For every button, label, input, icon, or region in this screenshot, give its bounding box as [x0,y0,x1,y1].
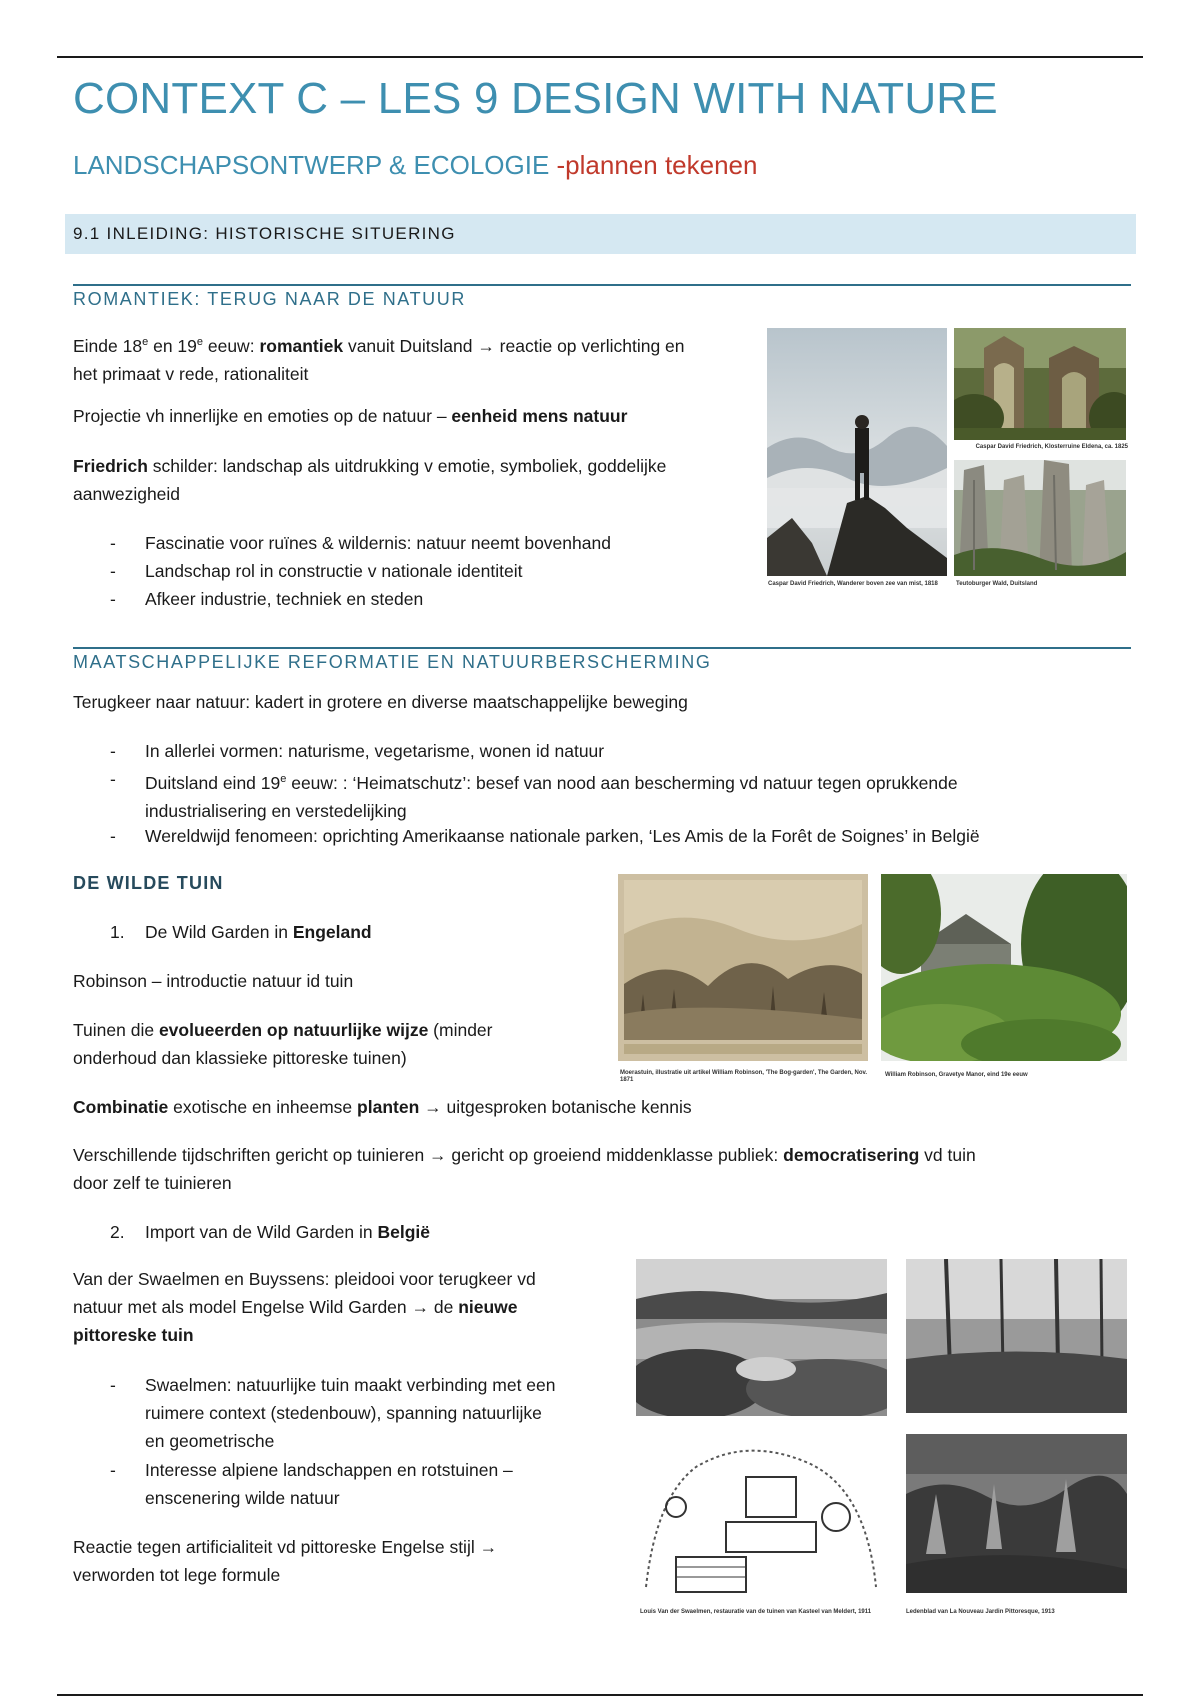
page-subtitle [73,150,757,181]
subtitle-main: LANDSCHAPSONTWERP & ECOLOGIE [73,150,550,180]
caption-ledenblad: Ledenblad van La Nouveau Jardin Pittoresque, 1913 [906,1609,1055,1615]
caption-garden-plan: Louis Van der Swaelmen, restauratie van de tuinen van Kasteel van Meldert, 1911 [640,1609,872,1615]
heading-underline [73,647,1131,649]
gravetye-manor-image [881,874,1127,1061]
garden-plan-drawing-image [636,1437,887,1601]
paragraph-maatschappij-intro: Terugkeer naar natuur: kadert in grotere en diverse maatschappelijke beweging [73,692,688,712]
wanderer-painting-image [767,328,947,576]
list-item: - Fascinatie voor ruïnes & wildernis: natuur neemt bovenhand [110,533,611,553]
list-item: - Landschap rol in constructie v nationale identiteit [110,561,523,581]
paragraph-wilde-tuin-2: Tuinen die evolueerden op natuurlijke wijze (minder onderhoud dan klassieke pittoreske tuinen) [73,1020,493,1068]
numbered-item: 2. Import van de Wild Garden in België [110,1222,430,1242]
caption-wanderer: Caspar David Friedrich, Wanderer boven zee van mist, 1818 [768,581,938,587]
paragraph-romantiek-3: Friedrich schilder: landschap als uitdrukking v emotie, symboliek, goddelijke aanwezigheid [73,456,667,504]
paragraph-wilde-tuin-5: Van der Swaelmen en Buyssens: pleidooi voor terugkeer vd natuur met als model Engelse Wild Garden → de nieuwe pittoreske tuin [73,1269,536,1345]
paragraph-wilde-tuin-1: Robinson – introductie natuur id tuin [73,971,354,991]
subtitle-accent: -plannen tekenen [549,150,758,180]
list-item: - Afkeer industrie, techniek en steden [110,589,424,609]
caption-gravetye: William Robinson, Gravetye Manor, eind 19e eeuw [885,1072,1028,1078]
list-item: - Duitsland eind 19e eeuw: : ‘Heimatschutz’: besef van nood aan bescherming vd natuur tegen oprukkende industrialisering en verstedelijking [110,769,958,821]
ruin-painting-image [954,328,1126,440]
list-item: - In allerlei vormen: naturisme, vegetarisme, wonen id natuur [110,741,605,761]
list-item: - Interesse alpiene landschappen en rotstuinen – enscenering wilde natuur [110,1460,513,1508]
section-title: 9.1 INLEIDING: HISTORISCHE SITUERING [73,224,456,243]
heading-wilde-tuin: DE WILDE TUIN [73,873,224,893]
paragraph-romantiek-1: Einde 18e en 19e eeuw: romantiek vanuit Duitsland → reactie op verlichting en het primaat v rede, rationaliteit [73,335,685,384]
paragraph-wilde-tuin-4: Verschillende tijdschriften gericht op tuinieren → gericht op groeiend middenklasse publiek: democratisering vd tuin door zelf te tuinieren [73,1145,976,1193]
ledenblad-photo-image [906,1434,1127,1593]
paragraph-romantiek-2: Projectie vh innerlijke en emoties op de natuur – eenheid mens natuur [73,406,628,426]
caption-bog-garden: Moerastuin, illustratie uit artikel William Robinson, 'The Bog-garden', The Garden, Nov. 1871 [620,1070,868,1083]
caption-ruin: Caspar David Friedrich, Klosterruine Eldena, ca. 1825 [975,444,1128,450]
sandstone-rocks-image [954,460,1126,576]
numbered-item: 1. De Wild Garden in Engeland [110,922,372,942]
heading-underline [73,284,1131,286]
caption-rocks: Teutoburger Wald, Duitsland [956,581,1038,587]
heading-maatschappij: MAATSCHAPPELIJKE REFORMATIE EN NATUURBERSCHERMING [73,652,712,672]
top-rule [57,56,1143,58]
belgian-garden-photo-1-image [636,1259,887,1416]
paragraph-wilde-tuin-3: Combinatie exotische en inheemse planten → uitgesproken botanische kennis [73,1097,692,1117]
page-title: CONTEXT C – LES 9 DESIGN WITH NATURE [73,74,998,123]
paragraph-wilde-tuin-6: Reactie tegen artificialiteit vd pittoreske Engelse stijl → verworden tot lege formule [73,1537,498,1585]
bog-garden-illustration-image [618,874,868,1061]
list-item: - Swaelmen: natuurlijke tuin maakt verbinding met een ruimere context (stedenbouw), spanning natuurlijke en geometrische [110,1375,556,1451]
heading-romantiek: ROMANTIEK: TERUG NAAR DE NATUUR [73,289,466,309]
list-item: - Wereldwijd fenomeen: oprichting Amerikaanse nationale parken, ‘Les Amis de la Forêt de Soignes’ in België [110,826,980,846]
section-heading-bar [65,214,1136,254]
belgian-garden-photo-2-image [906,1259,1127,1413]
bottom-rule [57,1694,1143,1696]
